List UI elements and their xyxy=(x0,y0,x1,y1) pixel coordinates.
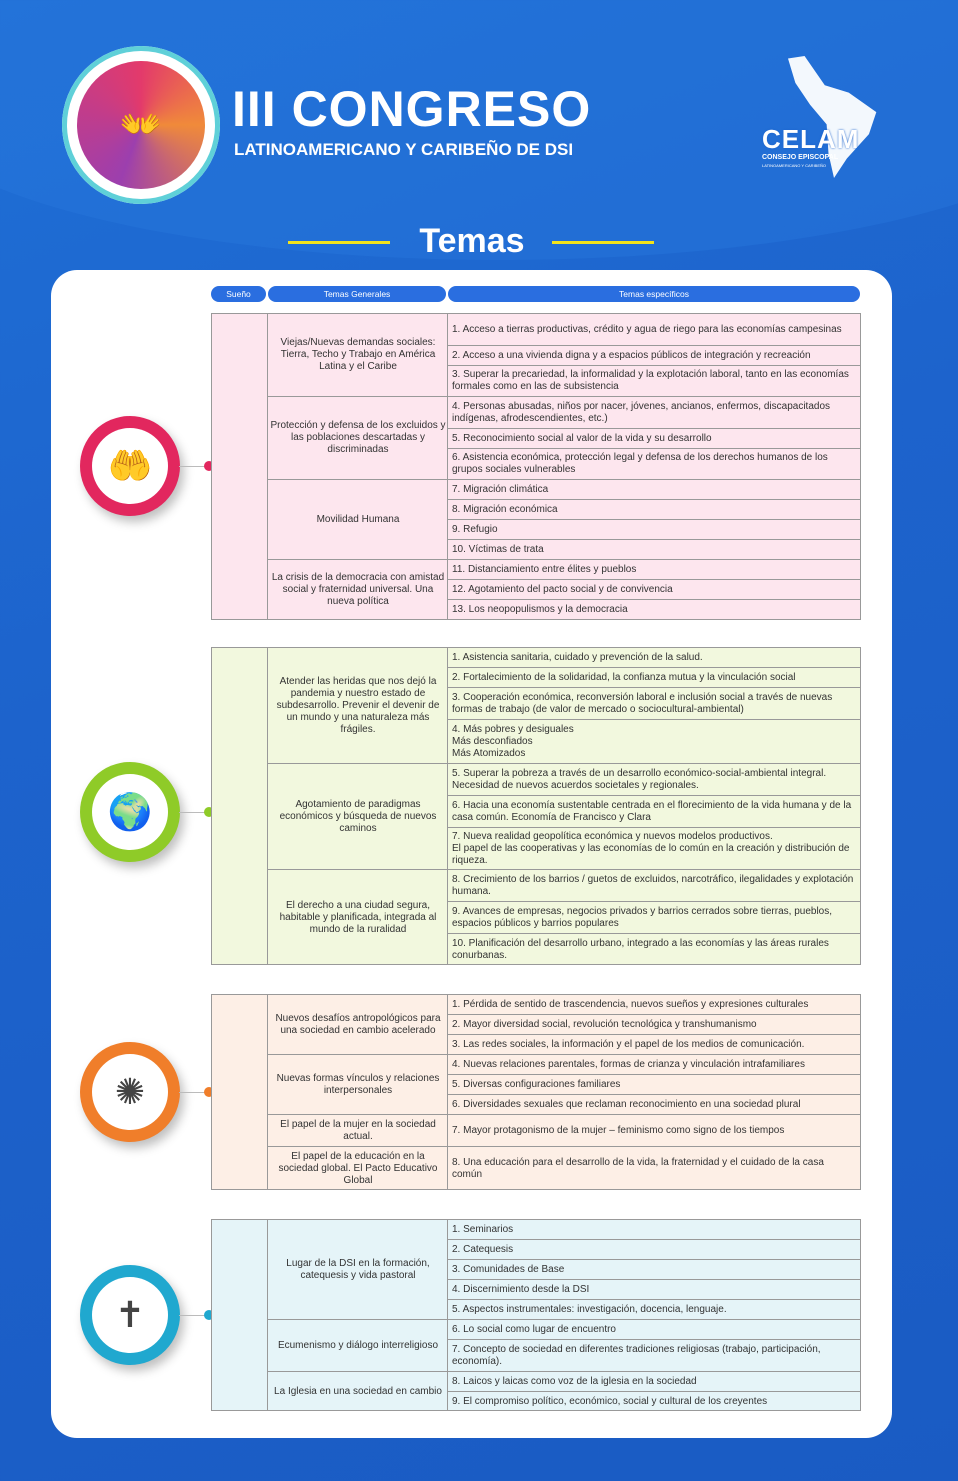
ecologico-spec-1: 1. Asistencia sanitaria, cuidado y prevención de la salud. xyxy=(448,648,860,668)
section-title-row xyxy=(0,222,958,262)
social-spec-4: 4. Personas abusadas, niños por nacer, jóvenes, ancianos, enfermos, discapacitados indígenas, afrodescendientes, etc.) xyxy=(448,397,860,429)
congress-title: III CONGRESO xyxy=(232,81,592,137)
social-spec-7: 7. Migración climática xyxy=(448,480,860,500)
cultural-spec-8: 8. Una educación para el desarrollo de la vida, la fraternidad y el cuidado de la casa común xyxy=(452,1156,824,1180)
eclesial-spec-4: 4. Discernimiento desde la DSI xyxy=(448,1280,860,1300)
celam-name: CELAM xyxy=(762,124,860,154)
congress-subtitle: LATINOAMERICANO Y CARIBEÑO DE DSI xyxy=(234,140,574,159)
social-spec-1: 1. Acceso a tierras productivas, crédito y agua de riego para las economías campesinas xyxy=(448,314,860,346)
social-spec-11: 11. Distanciamiento entre élites y pueblos xyxy=(448,560,860,580)
cultural-spec-3: 3. Las redes sociales, la información y el papel de los medios de comunicación. xyxy=(448,1035,860,1055)
eclesial-general-2: Ecumenismo y diálogo interreligioso xyxy=(268,1320,448,1372)
people-network-icon: ✺ xyxy=(92,1054,168,1130)
header-generales: Temas Generales xyxy=(268,286,446,302)
eclesial-icon-badge xyxy=(80,1265,180,1365)
ecologico-spec-3: 3. Cooperación económica, reconversión laboral e inclusión social a través de nuevas formas de trabajo (de valor de mercado o sociocultural-ambiental) xyxy=(448,688,860,720)
earth-leaf-icon: 🌍 xyxy=(92,774,168,850)
social-general-2: Protección y defensa de los excluidos y las poblaciones descartadas y discriminadas xyxy=(268,397,448,480)
social-icon-badge xyxy=(80,416,180,516)
ecologico-spec-6: 6. Hacia una economía sustentable centrada en el florecimiento de la vida humana y de la casa común. Economía de Francisco y Clara xyxy=(448,796,860,828)
social-general-1: Viejas/Nuevas demandas sociales: Tierra, Techo y Trabajo en América Latina y el Caribe xyxy=(268,314,448,397)
eclesial-section xyxy=(211,1219,861,1411)
social-spec-5: 5. Reconocimiento social al valor de la vida y su desarrollo xyxy=(448,429,860,449)
social-spec-2: 2. Acceso a una vivienda digna y a espacios públicos de integración y recreación xyxy=(448,346,860,366)
social-spec-6: 6. Asistencia económica, protección legal y defensa de los derechos humanos de los grupos sociales vulnerables xyxy=(448,449,860,480)
ecologico-spec-8: 8. Crecimiento de los barrios / guetos de excluidos, narcotráfico, ilegalidades y explotación humana. xyxy=(448,870,860,902)
social-spec-10: 10. Víctimas de trata xyxy=(448,540,860,560)
cultural-icon-badge xyxy=(80,1042,180,1142)
celam-logo xyxy=(756,56,886,180)
hands-heart-icon: 🤲 xyxy=(92,428,168,504)
ecologico-spec-2: 2. Fortalecimiento de la solidaridad, la confianza mutua y la vinculación social xyxy=(448,668,860,688)
themes-card xyxy=(51,270,892,1438)
cultural-general-4: El papel de la educación en la sociedad global. El Pacto Educativo Global xyxy=(278,1150,438,1186)
eclesial-spec-5: 5. Aspectos instrumentales: investigación, docencia, lenguaje. xyxy=(448,1300,860,1320)
cultural-section xyxy=(211,994,861,1190)
cultural-spec-7: 7. Mayor protagonismo de la mujer – feminismo como signo de los tiempos xyxy=(448,1115,860,1147)
title-line-right xyxy=(552,241,654,244)
eclesial-spec-8: 8. Laicos y laicas como voz de la iglesia en la sociedad xyxy=(448,1372,860,1392)
cultural-general-3: El papel de la mujer en la sociedad actual. xyxy=(268,1115,448,1147)
social-general-3: Movilidad Humana xyxy=(268,480,448,560)
section-title: Temas xyxy=(419,222,525,260)
social-spec-9: 9. Refugio xyxy=(448,520,860,540)
cultural-spec-6: 6. Diversidades sexuales que reclaman reconocimiento en una sociedad plural xyxy=(448,1095,860,1115)
celam-sub2: LATINOAMERICANO Y CARIBEÑO xyxy=(762,163,827,168)
ecologico-spec-4: 4. Más pobres y desiguales Más desconfiados Más Atomizados xyxy=(448,720,860,764)
social-section xyxy=(211,313,861,620)
social-spec-3: 3. Superar la precariedad, la informalidad y la explotación laboral, tanto en las economías formales como en las de subsistencia xyxy=(448,366,860,397)
hands-cross-icon: ✝ xyxy=(92,1277,168,1353)
ecologico-icon-badge xyxy=(80,762,180,862)
eclesial-spec-1: 1. Seminarios xyxy=(448,1220,860,1240)
eclesial-spec-3: 3. Comunidades de Base xyxy=(448,1260,860,1280)
header-sueno: Sueño xyxy=(211,286,266,302)
cultural-general-1: Nuevos desafíos antropológicos para una sociedad en cambio acelerado xyxy=(268,995,448,1055)
cultural-general-2: Nuevas formas vínculos y relaciones interpersonales xyxy=(268,1055,448,1115)
header-especificos: Temas específicos xyxy=(448,286,860,302)
ecologico-spec-5: 5. Superar la pobreza a través de un desarrollo económico-social-ambiental integral. Necesidad de nuevos acuerdos societales y regionales. xyxy=(448,764,860,796)
eclesial-spec-2: 2. Catequesis xyxy=(448,1240,860,1260)
eclesial-general-3: La Iglesia en una sociedad en cambio xyxy=(274,1385,442,1397)
celam-sub1: CONSEJO EPISCOPAL xyxy=(762,154,839,161)
eclesial-spec-7: 7. Concepto de sociedad en diferentes tradiciones religiosas (trabajo, participación, economía). xyxy=(448,1340,860,1372)
social-spec-8: 8. Migración económica xyxy=(448,500,860,520)
eclesial-general-1: Lugar de la DSI en la formación, catequesis y vida pastoral xyxy=(268,1220,448,1320)
ecologico-general-1: Atender las heridas que nos dejó la pandemia y nuestro estado de subdesarrollo. Prevenir el devenir de un mundo y una naturaleza más frágiles. xyxy=(268,648,448,764)
ecologico-section xyxy=(211,647,861,965)
social-spec-12: 12. Agotamiento del pacto social y de convivencia xyxy=(448,580,860,600)
eclesial-spec-9: 9. El compromiso político, económico, social y cultural de los creyentes xyxy=(452,1395,768,1407)
congress-logo xyxy=(62,46,220,204)
ecologico-spec-9: 9. Avances de empresas, negocios privados y barrios cerrados sobre tierras, pueblos, espacios públicos y barrios populares xyxy=(448,902,860,934)
social-general-4: La crisis de la democracia con amistad social y fraternidad universal. Una nueva política xyxy=(271,572,445,607)
eclesial-spec-6: 6. Lo social como lugar de encuentro xyxy=(448,1320,860,1340)
ecologico-general-3: El derecho a una ciudad segura, habitable y planificada, integrada al mundo de la ruralidad xyxy=(279,899,437,935)
people-hands-icon: 👐 xyxy=(77,61,205,189)
ecologico-general-2: Agotamiento de paradigmas económicos y búsqueda de nuevos caminos xyxy=(268,764,448,870)
social-spec-13: 13. Los neopopulismos y la democracia xyxy=(452,604,628,615)
cultural-spec-2: 2. Mayor diversidad social, revolución tecnológica y transhumanismo xyxy=(448,1015,860,1035)
cultural-spec-5: 5. Diversas configuraciones familiares xyxy=(448,1075,860,1095)
cultural-spec-4: 4. Nuevas relaciones parentales, formas de crianza y vinculación intrafamiliares xyxy=(448,1055,860,1075)
ecologico-spec-10: 10. Planificación del desarrollo urbano, integrado a las economías y las áreas rurales conurbanas. xyxy=(452,937,829,961)
cultural-spec-1: 1. Pérdida de sentido de trascendencia, nuevos sueños y expresiones culturales xyxy=(448,995,860,1015)
ecologico-spec-7: 7. Nueva realidad geopolítica económica y nuevos modelos productivos. El papel de las cooperativas y las economías de lo común en la creación y distribución de riqueza. xyxy=(448,828,860,870)
